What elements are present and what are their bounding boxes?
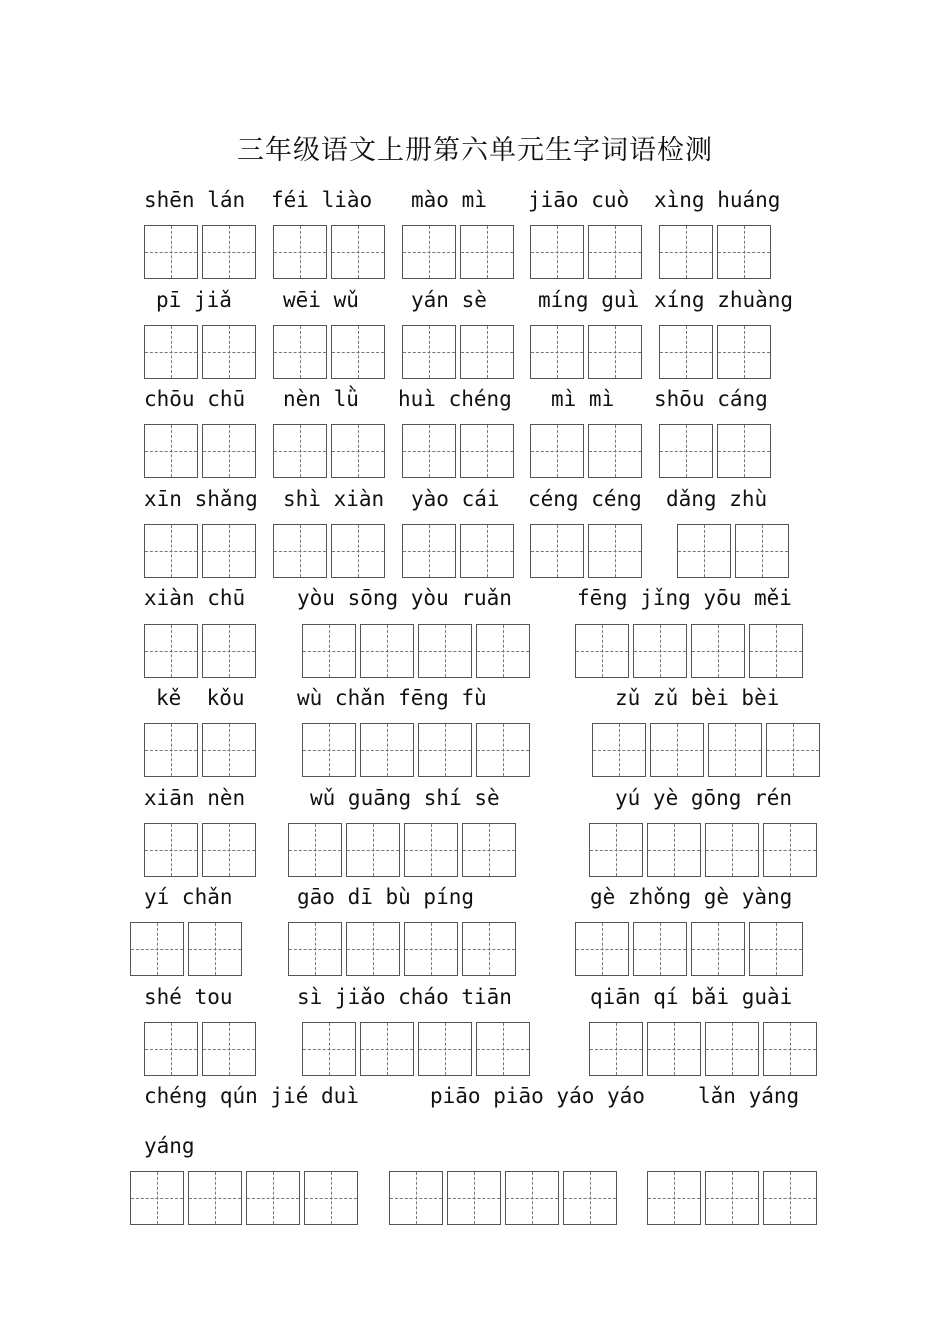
tianzige-writing-box[interactable]	[659, 424, 713, 478]
tianzige-writing-box[interactable]	[288, 823, 342, 877]
tianzige-writing-box[interactable]	[144, 225, 198, 279]
tianzige-writing-box[interactable]	[708, 723, 762, 777]
tianzige-writing-box[interactable]	[633, 922, 687, 976]
tianzige-writing-box[interactable]	[749, 922, 803, 976]
tianzige-writing-box[interactable]	[144, 1022, 198, 1076]
pinyin-label: pī jiǎ	[156, 288, 232, 312]
tianzige-writing-box[interactable]	[418, 723, 472, 777]
pinyin-label: yú yè gōng rén	[615, 786, 793, 810]
tianzige-writing-box[interactable]	[650, 723, 704, 777]
tianzige-writing-box[interactable]	[273, 424, 327, 478]
pinyin-label: dǎng zhù	[666, 487, 768, 511]
tianzige-writing-box[interactable]	[273, 225, 327, 279]
pinyin-label: xiàn chū	[144, 586, 246, 610]
tianzige-writing-box[interactable]	[331, 325, 385, 379]
pinyin-label: xīn shǎng	[144, 487, 258, 511]
tianzige-writing-box[interactable]	[202, 524, 256, 578]
tianzige-writing-box[interactable]	[418, 624, 472, 678]
pinyin-label: wù chǎn fēng fù	[297, 686, 487, 710]
pinyin-label: piāo piāo yáo yáo	[430, 1084, 645, 1108]
tianzige-writing-box[interactable]	[705, 1022, 759, 1076]
pinyin-label: fēng jǐng yōu měi	[577, 586, 792, 610]
tianzige-writing-box[interactable]	[402, 524, 456, 578]
tianzige-writing-box[interactable]	[659, 225, 713, 279]
tianzige-writing-box[interactable]	[763, 1022, 817, 1076]
tianzige-writing-box[interactable]	[360, 624, 414, 678]
tianzige-writing-box[interactable]	[735, 524, 789, 578]
pinyin-label: wǔ guāng shí sè	[310, 786, 500, 810]
pinyin-label: chéng qún jié duì	[144, 1084, 359, 1108]
pinyin-label: wēi wǔ	[283, 288, 359, 312]
tianzige-writing-box[interactable]	[331, 524, 385, 578]
tianzige-writing-box[interactable]	[402, 225, 456, 279]
pinyin-label: shì xiàn	[283, 487, 385, 511]
tianzige-writing-box[interactable]	[647, 1171, 701, 1225]
tianzige-writing-box[interactable]	[246, 1171, 300, 1225]
tianzige-writing-box[interactable]	[691, 922, 745, 976]
tianzige-writing-box[interactable]	[647, 823, 701, 877]
tianzige-writing-box[interactable]	[302, 624, 356, 678]
tianzige-writing-box[interactable]	[202, 723, 256, 777]
pinyin-label: mào mì	[411, 188, 487, 212]
tianzige-writing-box[interactable]	[530, 225, 584, 279]
tianzige-writing-box[interactable]	[202, 325, 256, 379]
pinyin-label: shé tou	[144, 985, 233, 1009]
tianzige-writing-box[interactable]	[346, 922, 400, 976]
tianzige-writing-box[interactable]	[766, 723, 820, 777]
tianzige-writing-box[interactable]	[144, 325, 198, 379]
tianzige-writing-box[interactable]	[592, 723, 646, 777]
pinyin-label: xíng zhuàng	[654, 288, 794, 312]
pinyin-label: yòu sōng yòu ruǎn	[297, 586, 512, 610]
tianzige-writing-box[interactable]	[302, 1022, 356, 1076]
tianzige-writing-box[interactable]	[304, 1171, 358, 1225]
tianzige-writing-box[interactable]	[202, 624, 256, 678]
pinyin-label: mì mì	[551, 387, 615, 411]
tianzige-writing-box[interactable]	[588, 524, 642, 578]
tianzige-writing-box[interactable]	[763, 1171, 817, 1225]
pinyin-label: shōu cáng	[654, 387, 768, 411]
tianzige-writing-box[interactable]	[144, 424, 198, 478]
pinyin-label: nèn lǜ	[283, 387, 359, 411]
tianzige-writing-box[interactable]	[575, 922, 629, 976]
tianzige-writing-box[interactable]	[130, 1171, 184, 1225]
tianzige-writing-box[interactable]	[691, 624, 745, 678]
pinyin-label: jiāo cuò	[528, 188, 630, 212]
tianzige-writing-box[interactable]	[360, 1022, 414, 1076]
pinyin-label: gè zhǒng gè yàng	[590, 885, 793, 909]
tianzige-writing-box[interactable]	[460, 424, 514, 478]
page-title: 三年级语文上册第六单元生字词语检测	[237, 135, 713, 166]
tianzige-writing-box[interactable]	[633, 624, 687, 678]
tianzige-writing-box[interactable]	[530, 524, 584, 578]
pinyin-label: míng guì	[538, 288, 640, 312]
tianzige-writing-box[interactable]	[505, 1171, 559, 1225]
tianzige-writing-box[interactable]	[288, 922, 342, 976]
pinyin-label: chōu chū	[144, 387, 246, 411]
tianzige-writing-box[interactable]	[476, 1022, 530, 1076]
tianzige-writing-box[interactable]	[188, 922, 242, 976]
tianzige-writing-box[interactable]	[717, 225, 771, 279]
tianzige-writing-box[interactable]	[418, 1022, 472, 1076]
tianzige-writing-box[interactable]	[202, 1022, 256, 1076]
tianzige-writing-box[interactable]	[346, 823, 400, 877]
tianzige-writing-box[interactable]	[130, 922, 184, 976]
tianzige-writing-box[interactable]	[144, 823, 198, 877]
tianzige-writing-box[interactable]	[389, 1171, 443, 1225]
tianzige-writing-box[interactable]	[404, 922, 458, 976]
tianzige-writing-box[interactable]	[462, 922, 516, 976]
tianzige-writing-box[interactable]	[302, 723, 356, 777]
tianzige-writing-box[interactable]	[659, 325, 713, 379]
pinyin-label: lǎn yáng	[698, 1084, 800, 1108]
tianzige-writing-box[interactable]	[331, 225, 385, 279]
tianzige-writing-box[interactable]	[589, 823, 643, 877]
tianzige-writing-box[interactable]	[360, 723, 414, 777]
tianzige-writing-box[interactable]	[749, 624, 803, 678]
pinyin-label: xìng huáng	[654, 188, 781, 212]
tianzige-writing-box[interactable]	[476, 723, 530, 777]
pinyin-label: yào cái	[411, 487, 500, 511]
pinyin-label: xiān nèn	[144, 786, 246, 810]
pinyin-label: yán sè	[411, 288, 487, 312]
tianzige-writing-box[interactable]	[144, 524, 198, 578]
tianzige-writing-box[interactable]	[331, 424, 385, 478]
tianzige-writing-box[interactable]	[563, 1171, 617, 1225]
tianzige-writing-box[interactable]	[705, 1171, 759, 1225]
tianzige-writing-box[interactable]	[460, 524, 514, 578]
pinyin-label: shēn lán	[144, 188, 246, 212]
tianzige-writing-box[interactable]	[717, 325, 771, 379]
pinyin-label: yáng	[144, 1134, 195, 1158]
tianzige-writing-box[interactable]	[462, 823, 516, 877]
tianzige-writing-box[interactable]	[144, 723, 198, 777]
pinyin-label: sì jiǎo cháo tiān	[297, 985, 512, 1009]
tianzige-writing-box[interactable]	[677, 524, 731, 578]
pinyin-label: qiān qí bǎi guài	[590, 985, 793, 1009]
tianzige-writing-box[interactable]	[460, 225, 514, 279]
pinyin-label: zǔ zǔ bèi bèi	[615, 686, 780, 710]
tianzige-writing-box[interactable]	[188, 1171, 242, 1225]
tianzige-writing-box[interactable]	[202, 424, 256, 478]
tianzige-writing-box[interactable]	[588, 325, 642, 379]
pinyin-label: huì chéng	[398, 387, 512, 411]
tianzige-writing-box[interactable]	[717, 424, 771, 478]
tianzige-writing-box[interactable]	[647, 1022, 701, 1076]
pinyin-label: céng céng	[528, 487, 642, 511]
tianzige-writing-box[interactable]	[404, 823, 458, 877]
tianzige-writing-box[interactable]	[588, 225, 642, 279]
tianzige-writing-box[interactable]	[273, 524, 327, 578]
pinyin-label: gāo dī bù píng	[297, 885, 475, 909]
tianzige-writing-box[interactable]	[202, 225, 256, 279]
tianzige-writing-box[interactable]	[763, 823, 817, 877]
tianzige-writing-box[interactable]	[530, 325, 584, 379]
tianzige-writing-box[interactable]	[705, 823, 759, 877]
tianzige-writing-box[interactable]	[273, 325, 327, 379]
pinyin-label: kě kǒu	[156, 686, 245, 710]
tianzige-writing-box[interactable]	[402, 325, 456, 379]
tianzige-writing-box[interactable]	[447, 1171, 501, 1225]
tianzige-writing-box[interactable]	[575, 624, 629, 678]
tianzige-writing-box[interactable]	[476, 624, 530, 678]
tianzige-writing-box[interactable]	[202, 823, 256, 877]
tianzige-writing-box[interactable]	[588, 424, 642, 478]
tianzige-writing-box[interactable]	[589, 1022, 643, 1076]
pinyin-label: féi liào	[271, 188, 373, 212]
pinyin-label: yí chǎn	[144, 885, 233, 909]
tianzige-writing-box[interactable]	[402, 424, 456, 478]
tianzige-writing-box[interactable]	[530, 424, 584, 478]
tianzige-writing-box[interactable]	[144, 624, 198, 678]
tianzige-writing-box[interactable]	[460, 325, 514, 379]
